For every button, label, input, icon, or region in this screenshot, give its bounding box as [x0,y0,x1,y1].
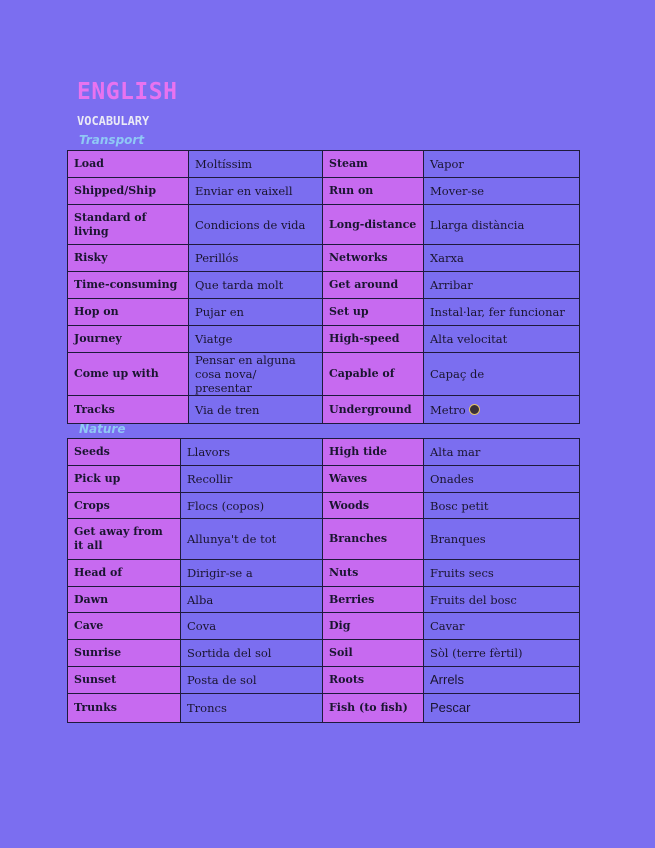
term-cell: Roots [323,667,424,694]
table-row [68,493,580,519]
term-cell: Standard of living [68,205,189,245]
translation-cell: Enviar en vaixell [189,178,323,205]
term-cell: Sunset [68,667,181,694]
translation-cell: Cavar [424,613,580,640]
term-cell: Branches [323,519,424,560]
term-cell: Cave [68,613,181,640]
table-row [68,466,580,493]
translation-cell: Allunya't de tot [181,519,323,560]
page-subtitle: VOCABULARY [77,114,150,128]
nature-table [67,438,580,723]
translation-cell: Flocs (copos) [181,493,323,519]
term-cell: Berries [323,587,424,613]
translation-cell: Llavors [181,439,323,466]
transport-table [67,150,580,424]
term-cell: Seeds [68,439,181,466]
term-cell: High-speed [323,326,424,353]
term-cell: Get around [323,272,424,299]
term-cell: Head of [68,560,181,587]
term-cell: Hop on [68,299,189,326]
term-cell: Capable of [323,353,424,396]
translation-cell: Alta mar [424,439,580,466]
table-row [68,640,580,667]
table-row [68,667,580,694]
table-row [68,272,580,299]
term-cell: Pick up [68,466,181,493]
translation-cell: Perillós [189,245,323,272]
translation-cell: Viatge [189,326,323,353]
term-cell: Journey [68,326,189,353]
table-row [68,245,580,272]
section-label-transport: Transport [79,133,145,147]
translation-cell: Dirigir-se a [181,560,323,587]
term-cell: Risky [68,245,189,272]
term-cell: Underground [323,396,424,424]
translation-cell: Arribar [424,272,580,299]
table-row [68,560,580,587]
term-cell: Fish (to fish) [323,694,424,723]
table-row [68,519,580,560]
metro-emoji-icon [469,404,480,415]
term-cell: Soil [323,640,424,667]
term-cell: Nuts [323,560,424,587]
translation-cell: Xarxa [424,245,580,272]
translation-cell: Arrels [424,667,580,694]
translation-cell: Via de tren [189,396,323,424]
table-row [68,326,580,353]
translation-cell: Llarga distància [424,205,580,245]
table-row [68,205,580,245]
section-label-nature: Nature [79,422,126,436]
term-cell: Get away from it all [68,519,181,560]
translation-cell: Bosc petit [424,493,580,519]
table-row [68,694,580,723]
term-cell: Sunrise [68,640,181,667]
table-row [68,587,580,613]
term-cell: Dawn [68,587,181,613]
translation-cell: Pescar [424,694,580,723]
translation-cell: Fruits secs [424,560,580,587]
term-cell: Steam [323,151,424,178]
term-cell: Crops [68,493,181,519]
translation-cell: Onades [424,466,580,493]
table-row [68,353,580,396]
translation-text: Metro [430,402,466,417]
term-cell: Come up with [68,353,189,396]
table-row [68,151,580,178]
term-cell: Long-distance [323,205,424,245]
table-row [68,178,580,205]
translation-cell: Capaç de [424,353,580,396]
term-cell: Dig [323,613,424,640]
translation-cell: Mover-se [424,178,580,205]
table-row [68,439,580,466]
translation-cell: Vapor [424,151,580,178]
term-cell: High tide [323,439,424,466]
table-row [68,299,580,326]
translation-cell: Pujar en [189,299,323,326]
term-cell: Shipped/Ship [68,178,189,205]
translation-cell: Sòl (terre fèrtil) [424,640,580,667]
translation-cell: Posta de sol [181,667,323,694]
translation-cell: Cova [181,613,323,640]
translation-cell: Moltíssim [189,151,323,178]
term-cell: Tracks [68,396,189,424]
translation-cell: Pensar en alguna cosa nova/ presentar [189,353,323,396]
term-cell: Load [68,151,189,178]
translation-cell: Instal·lar, fer funcionar [424,299,580,326]
translation-cell: Fruits del bosc [424,587,580,613]
table-row [68,613,580,640]
term-cell: Trunks [68,694,181,723]
translation-cell: Alba [181,587,323,613]
term-cell: Waves [323,466,424,493]
term-cell: Set up [323,299,424,326]
translation-cell: Sortida del sol [181,640,323,667]
translation-cell: Que tarda molt [189,272,323,299]
translation-cell: Branques [424,519,580,560]
term-cell: Run on [323,178,424,205]
page-title: ENGLISH [77,79,178,105]
translation-cell: Alta velocitat [424,326,580,353]
term-cell: Woods [323,493,424,519]
translation-cell: Condicions de vida [189,205,323,245]
translation-cell: Recollir [181,466,323,493]
translation-cell [424,396,580,424]
term-cell: Networks [323,245,424,272]
translation-cell: Troncs [181,694,323,723]
term-cell: Time-consuming [68,272,189,299]
table-row [68,396,580,424]
